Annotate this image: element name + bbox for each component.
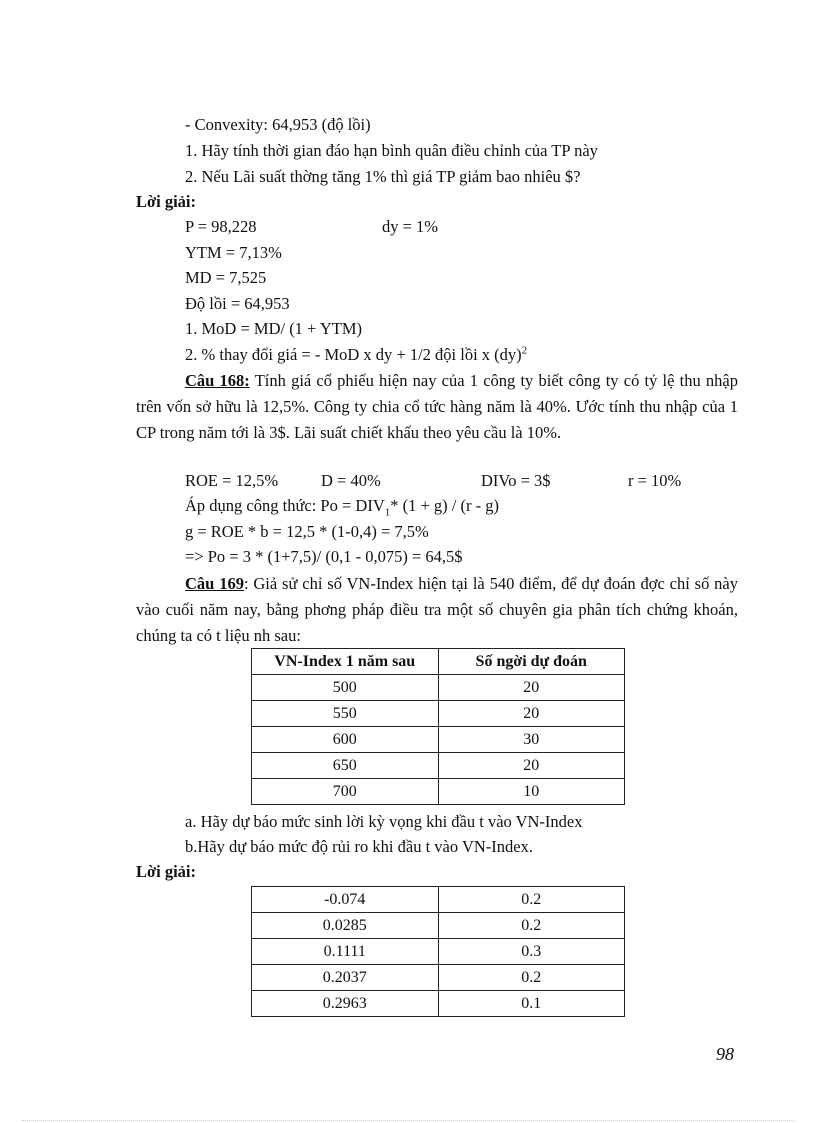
question-2-line: 2. Nếu Lãi suất thờng tăng 1% thì giá TP giảm bao nhiêu $? — [185, 167, 581, 186]
price-line: P = 98,228 — [185, 217, 257, 236]
table-cell: 0.1111 — [252, 939, 439, 965]
table-cell: 550 — [252, 701, 439, 727]
table-row — [252, 939, 625, 965]
gordon-formula — [185, 495, 499, 517]
table-cell: 600 — [252, 727, 439, 753]
table-cell: 0.2 — [438, 913, 624, 939]
header-vnindex: VN-Index 1 năm sau — [252, 649, 439, 675]
divo-value: DIVo = 3$ — [481, 471, 551, 490]
discount-rate: r = 10% — [628, 471, 682, 490]
table-cell: 20 — [438, 675, 625, 701]
table-row — [252, 887, 625, 913]
table-cell: 700 — [252, 779, 439, 805]
table-row — [252, 779, 625, 805]
table-cell: -0.074 — [252, 887, 439, 913]
table-row — [252, 965, 625, 991]
table-cell: 0.0285 — [252, 913, 439, 939]
convexity-value-line: Độ lồi = 64,953 — [185, 294, 290, 313]
table-cell: 650 — [252, 753, 439, 779]
question-169-label: Câu 169 — [185, 574, 244, 593]
md-line: MD = 7,525 — [185, 268, 267, 287]
solution-heading-1: Lời giải: — [136, 192, 197, 211]
footer-divider — [22, 1120, 794, 1121]
table-cell: 0.1 — [438, 991, 624, 1017]
mod-formula-line: 1. MoD = MD/ (1 + YTM) — [185, 319, 363, 338]
solution-heading-2: Lời giải: — [136, 862, 197, 881]
question-169a: a. Hãy dự báo mức sinh lời kỳ vọng khi đầu t vào VN-Index — [185, 812, 583, 831]
table-row — [252, 753, 625, 779]
price-change-formula — [185, 344, 527, 366]
forecast-table-header — [252, 649, 625, 675]
convexity-line: - Convexity: 64,953 (độ lồi) — [185, 115, 371, 134]
question-169b: b.Hãy dự báo mức độ rủi ro khi đầu t vào VN-Index. — [185, 837, 533, 856]
table-cell: 10 — [438, 779, 625, 805]
table-cell: 0.2 — [438, 965, 624, 991]
table-cell: 0.2037 — [252, 965, 439, 991]
formula-subscript: 1 — [384, 506, 391, 519]
table-cell: 0.2963 — [252, 991, 439, 1017]
table-cell: 0.2 — [438, 887, 624, 913]
table-cell: 30 — [438, 727, 625, 753]
table-row — [252, 675, 625, 701]
table-cell: 20 — [438, 753, 625, 779]
formula-prefix: Áp dụng công thức: Po = DIV — [185, 496, 385, 515]
table-row — [252, 727, 625, 753]
question-168-paragraph — [136, 368, 738, 446]
table-cell: 20 — [438, 701, 625, 727]
table-cell: 500 — [252, 675, 439, 701]
ytm-line: YTM = 7,13% — [185, 243, 282, 262]
growth-line: g = ROE * b = 12,5 * (1-0,4) = 7,5% — [185, 522, 429, 541]
question-168-label: Câu 168: — [185, 371, 250, 390]
dy-line: dy = 1% — [382, 217, 439, 236]
page-number: 98 — [716, 1044, 734, 1064]
table-row — [252, 701, 625, 727]
solution-table — [251, 886, 625, 1017]
formula-suffix: * (1 + g) / (r - g) — [390, 496, 499, 515]
header-forecasters: Số ngời dự đoán — [438, 649, 625, 675]
price-change-exponent: 2 — [521, 344, 528, 357]
forecast-table — [251, 648, 625, 805]
question-168-text: Tính giá cổ phiếu hiện nay của 1 công ty biết công ty có tỷ lệ thu nhập trên vốn sở hữu là 12,5%. Công ty chia cổ tức hàng năm là 40%. Ước tính thu nhập của 1 CP trong năm tới là 3$. Lãi suất chiết khấu theo yêu cầu là 10%. — [136, 371, 739, 442]
table-row — [252, 913, 625, 939]
dividend-ratio: D = 40% — [321, 471, 381, 490]
roe-value: ROE = 12,5% — [185, 471, 279, 490]
question-1-line: 1. Hãy tính thời gian đáo hạn bình quân điều chỉnh của TP này — [185, 141, 598, 160]
question-169-text: : Giả sử chỉ số VN-Index hiện tại là 540 điểm, để dự đoán đợc chỉ số này vào cuối năm nay, bằng phơng pháp điều tra một số chuyên gia phân tích chứng khoán, chúng ta có t liệu nh sau: — [136, 574, 739, 645]
po-result-line: => Po = 3 * (1+7,5)/ (0,1 - 0,075) = 64,5$ — [185, 547, 463, 566]
table-row — [252, 991, 625, 1017]
table-cell: 0.3 — [438, 939, 624, 965]
price-change-text: 2. % thay đổi giá = - MoD x dy + 1/2 đội lồi x (dy) — [185, 345, 522, 364]
question-169-paragraph — [136, 571, 738, 649]
